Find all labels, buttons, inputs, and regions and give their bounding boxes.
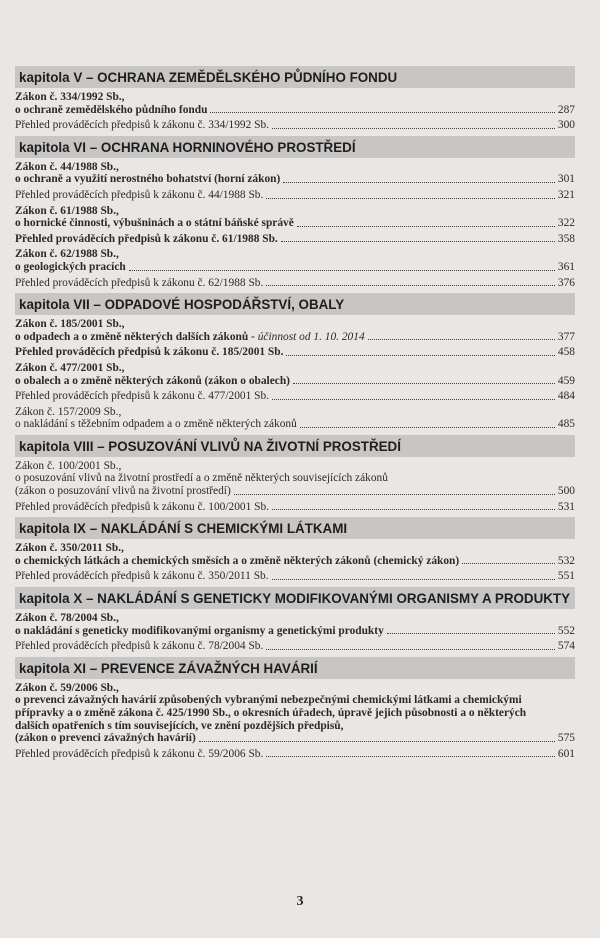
entry-title-text: Přehled prováděcích předpisů k zákonu č. 78/2004 Sb. [15, 640, 264, 653]
page-reference: 552 [557, 624, 575, 637]
page-number: 3 [296, 894, 304, 909]
chapter-heading: kapitola X – NAKLÁDÁNÍ S GENETICKY MODIFIKOVANÝMI ORGANISMY A PRODUKTY [15, 587, 575, 609]
entry-row [15, 119, 575, 132]
entry-title [15, 625, 384, 638]
dot-leader [293, 383, 555, 384]
page-reference: 575 [557, 732, 575, 745]
dot-leader [462, 563, 555, 564]
effective-date-note: účinnost od 1. 10. 2014 [257, 330, 365, 343]
entry-row [15, 732, 575, 745]
toc-entry [15, 640, 575, 653]
chapter-heading: kapitola XI – PREVENCE ZÁVAŽNÝCH HAVÁRIÍ [15, 657, 575, 679]
page-reference: 376 [557, 276, 575, 289]
page-reference: 322 [557, 217, 575, 230]
law-number: Zákon č. 350/2011 Sb., [15, 542, 124, 555]
page-reference: 287 [557, 103, 575, 116]
entry-title-text: o nakládání s těžebním odpadem a o změně některých zákonů [15, 418, 297, 431]
entry-title [15, 233, 278, 246]
entry-row [15, 555, 575, 568]
entry-row [15, 261, 575, 274]
entry-title [15, 217, 294, 230]
entry-title-text: Přehled prováděcích předpisů k zákonu č. 334/1992 Sb. [15, 119, 270, 132]
entry-row [15, 375, 575, 388]
page-reference: 321 [557, 188, 575, 201]
toc-entry [15, 682, 575, 745]
page-reference: 601 [557, 747, 575, 760]
page-reference: 459 [557, 374, 575, 387]
entry-row [15, 485, 575, 498]
page-reference: 574 [557, 640, 575, 653]
toc-entry [15, 362, 575, 387]
toc-entry [15, 119, 575, 132]
entry-description-line: dalších opatřeních s tím souvisejících, ve znění pozdějších předpisů, [15, 719, 344, 732]
entry-title [15, 104, 207, 117]
toc-entry [15, 406, 575, 431]
law-number: Zákon č. 62/1988 Sb., [15, 248, 119, 261]
chapter-section [15, 517, 575, 583]
entry-title-text: Přehled prováděcích předpisů k zákonu č. 44/1988 Sb. [15, 188, 264, 201]
page-reference: 531 [557, 500, 575, 513]
page-reference: 358 [557, 232, 575, 245]
entry-row [15, 748, 575, 761]
law-number: Zákon č. 334/1992 Sb., [15, 91, 125, 103]
entry-title-text: Přehled prováděcích předpisů k zákonu č. 350/2011 Sb. [15, 570, 269, 583]
dot-leader [272, 509, 555, 510]
entry-title [15, 331, 365, 344]
page-reference: 485 [557, 418, 575, 431]
page-reference: 484 [557, 390, 575, 403]
toc-entry [15, 570, 575, 583]
dot-leader [281, 241, 555, 242]
entry-title [15, 173, 280, 186]
entry-title-text: o chemických látkách a chemických směsích a o změně některých zákonů (chemický zákon) [15, 554, 460, 567]
entry-title [15, 189, 263, 202]
dot-leader [266, 285, 555, 286]
entry-title [15, 277, 263, 290]
law-number: Zákon č. 44/1988 Sb., [15, 160, 119, 173]
dot-leader [387, 633, 555, 634]
page-reference: 377 [557, 330, 575, 343]
dot-leader [266, 649, 555, 650]
entry-title [15, 748, 263, 761]
page-reference: 458 [557, 346, 575, 359]
law-number: Zákon č. 477/2001 Sb., [15, 361, 125, 374]
entry-title-text: (zákon o posuzování vlivů na životní prostředí) [15, 485, 231, 498]
chapter-section [15, 587, 575, 653]
law-number: Zákon č. 185/2001 Sb., [15, 318, 125, 331]
entry-title [15, 485, 231, 498]
entry-title-text: Přehled prováděcích předpisů k zákonu č. 62/1988 Sb. [15, 276, 264, 289]
chapter-section [15, 136, 575, 289]
entry-row [15, 501, 575, 514]
entry-title [15, 732, 196, 745]
entry-description-line: o prevenci závažných havárií způsobených vybranými nebezpečnými chemickými látkami a chemickými [15, 694, 522, 707]
entry-row [15, 331, 575, 344]
toc-entry [15, 189, 575, 202]
toc-entry [15, 205, 575, 230]
entry-title-text: o odpadech a o změně některých dalších zákonů - [15, 330, 258, 343]
entry-title [15, 119, 269, 132]
law-number: Zákon č. 157/2009 Sb., [15, 405, 122, 418]
toc-entry [15, 318, 575, 343]
dot-leader [266, 198, 555, 199]
entry-title-text: Přehled prováděcích předpisů k zákonu č. 477/2001 Sb. [15, 390, 270, 403]
dot-leader [199, 741, 555, 742]
dot-leader [272, 399, 555, 400]
toc-entry [15, 346, 575, 359]
entry-title-text: Přehled prováděcích předpisů k zákonu č. 100/2001 Sb. [15, 500, 270, 513]
entry-row [15, 104, 575, 117]
entry-title-text: Přehled prováděcích předpisů k zákonu č. 59/2006 Sb. [15, 747, 264, 760]
toc-entry [15, 233, 575, 246]
toc-entry [15, 91, 575, 116]
entry-description-line: přípravky a o změně zákona č. 425/1990 Sb., o okresních úřadech, úpravě jejich působnosti a o některých [15, 707, 527, 719]
entry-title-text: o nakládání s geneticky modifikovanými organismy a genetickými produkty [15, 624, 384, 637]
entry-title-text: o obalech a o změně některých zákonů (zákon o obalech) [15, 374, 290, 387]
page-reference: 500 [557, 485, 575, 498]
dot-leader [297, 226, 555, 227]
dot-leader [286, 355, 554, 356]
entry-row [15, 390, 575, 403]
chapter-section [15, 657, 575, 761]
page-reference: 361 [557, 260, 575, 273]
entry-title-text: o ochraně zemědělského půdního fondu [15, 103, 208, 116]
page-reference: 301 [557, 173, 575, 186]
entry-row [15, 277, 575, 290]
page-reference: 551 [557, 570, 575, 583]
entry-row [15, 346, 575, 359]
dot-leader [272, 128, 555, 129]
toc-entry [15, 748, 575, 761]
toc-entry [15, 248, 575, 273]
toc-entry [15, 277, 575, 290]
dot-leader [283, 182, 555, 183]
entry-title [15, 418, 297, 431]
page-reference: 532 [557, 554, 575, 567]
entry-title-text: Přehled prováděcích předpisů k zákonu č. 61/1988 Sb. [15, 232, 278, 245]
law-number: Zákon č. 61/1988 Sb., [15, 204, 119, 217]
entry-title [15, 375, 290, 388]
dot-leader [368, 339, 555, 340]
entry-title-text: o hornické činnosti, výbušninách a o státní báňské správě [15, 217, 294, 230]
entry-title [15, 390, 269, 403]
entry-row [15, 189, 575, 202]
chapter-heading: kapitola V – OCHRANA ZEMĚDĚLSKÉHO PŮDNÍHO FONDU [15, 66, 575, 88]
chapter-heading: kapitola IX – NAKLÁDÁNÍ S CHEMICKÝMI LÁTKAMI [15, 517, 575, 539]
law-number: Zákon č. 100/2001 Sb., [15, 459, 122, 472]
entry-row [15, 570, 575, 583]
entry-description-line: o posuzování vlivů na životní prostředí a o změně některých souvisejících zákonů [15, 472, 388, 485]
table-of-contents [15, 66, 575, 764]
entry-title [15, 261, 126, 274]
dot-leader [272, 579, 555, 580]
entry-title [15, 570, 269, 583]
chapter-section [15, 293, 575, 431]
dot-leader [129, 270, 555, 271]
chapter-section [15, 435, 575, 513]
entry-title [15, 555, 459, 568]
entry-row [15, 173, 575, 186]
entry-title [15, 346, 283, 359]
law-number: Zákon č. 59/2006 Sb., [15, 681, 119, 694]
dot-leader [266, 756, 555, 757]
dot-leader [210, 112, 555, 113]
chapter-heading: kapitola VI – OCHRANA HORNINOVÉHO PROSTŘEDÍ [15, 136, 575, 158]
entry-row [15, 625, 575, 638]
entry-row [15, 217, 575, 230]
entry-title-text: o geologických pracích [15, 260, 126, 273]
entry-title-text: o ochraně a využití nerostného bohatství (horní zákon) [15, 173, 281, 186]
toc-entry [15, 460, 575, 498]
entry-row [15, 418, 575, 431]
entry-title-text: Přehled prováděcích předpisů k zákonu č. 185/2001 Sb. [15, 346, 284, 359]
entry-row [15, 233, 575, 246]
toc-entry [15, 501, 575, 514]
entry-title [15, 501, 269, 514]
page-reference: 300 [557, 119, 575, 132]
entry-row [15, 640, 575, 653]
dot-leader [234, 494, 555, 495]
entry-title [15, 640, 263, 653]
law-number: Zákon č. 78/2004 Sb., [15, 612, 119, 625]
entry-title-text: (zákon o prevenci závažných havárií) [15, 732, 196, 745]
chapter-heading: kapitola VIII – POSUZOVÁNÍ VLIVŮ NA ŽIVOTNÍ PROSTŘEDÍ [15, 435, 575, 457]
toc-entry [15, 612, 575, 637]
chapter-heading: kapitola VII – ODPADOVÉ HOSPODÁŘSTVÍ, OBALY [15, 293, 575, 315]
toc-entry [15, 161, 575, 186]
chapter-section [15, 66, 575, 132]
toc-entry [15, 542, 575, 567]
dot-leader [300, 427, 555, 428]
toc-entry [15, 390, 575, 403]
